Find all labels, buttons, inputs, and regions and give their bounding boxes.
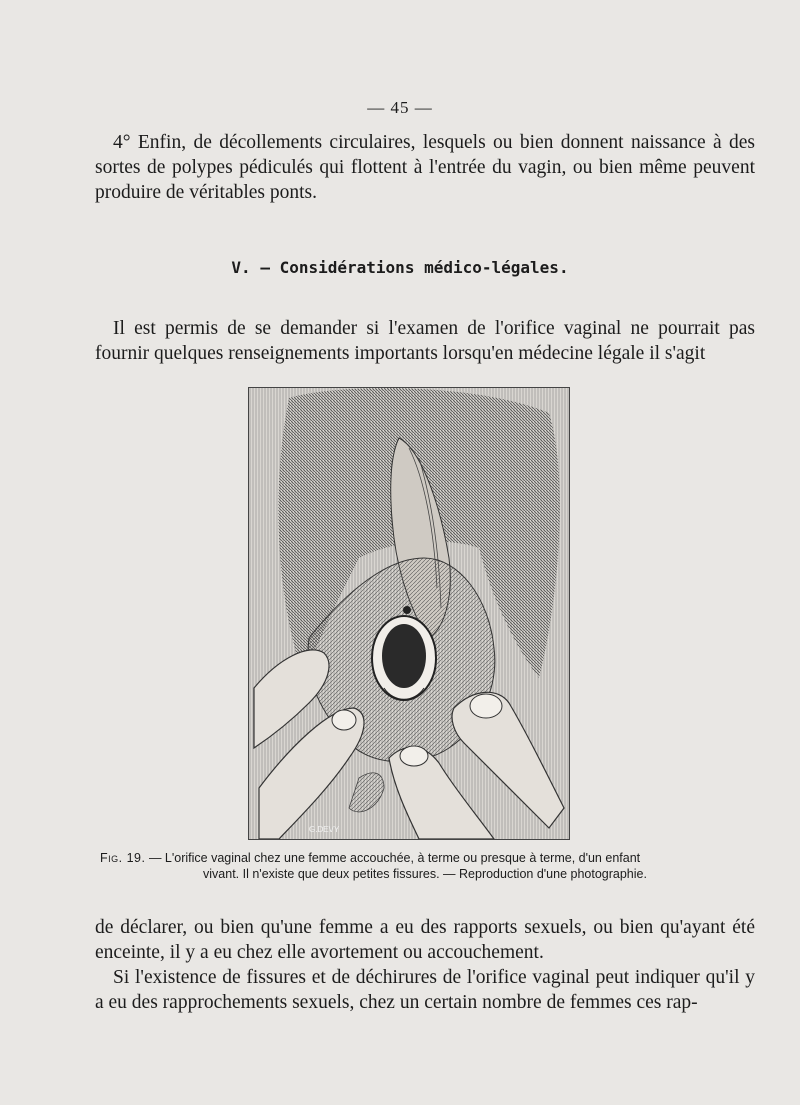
page-number: — 45 — xyxy=(367,98,433,117)
paragraph-fissures: Si l'existence de fissures et de déchirures de l'orifice vaginal peut indiquer qu'il y a eu des rapprochements sexuels, chez un certain nombre de femmes ces rap- xyxy=(95,967,755,1013)
engraver-signature: G.DEVY xyxy=(309,825,340,834)
caption-line-1: — L'orifice vaginal chez une femme accouchée, à terme ou presque à terme, d'un enfant xyxy=(148,851,641,865)
figure-caption xyxy=(100,850,750,882)
caption-line-2: vivant. Il n'existe que deux petites fissures. — Reproduction d'une photographie. xyxy=(203,867,647,881)
paragraph-decollements: 4° Enfin, de décollements circulaires, lesquels ou bien donnent naissance à des sortes de polypes pédiculés qui flottent à l'entrée du vagin, ou bien même peuvent produire de véritables ponts. xyxy=(95,132,755,203)
paragraph-examen: Il est permis de se demander si l'examen de l'orifice vaginal ne pourrait pas fournir quelques renseignements importants lorsqu'en médecine légale il s'agit xyxy=(95,318,755,364)
section-heading: V. — Considérations médico-légales. xyxy=(231,258,569,277)
engraving-illustration xyxy=(249,388,569,839)
figure-label: Fig. 19. xyxy=(100,851,146,865)
figure-engraving xyxy=(248,387,570,840)
paragraph-declarer: de déclarer, ou bien qu'une femme a eu des rapports sexuels, ou bien qu'ayant été enceinte, il y a eu chez elle avortement ou accouchement. xyxy=(95,917,755,963)
